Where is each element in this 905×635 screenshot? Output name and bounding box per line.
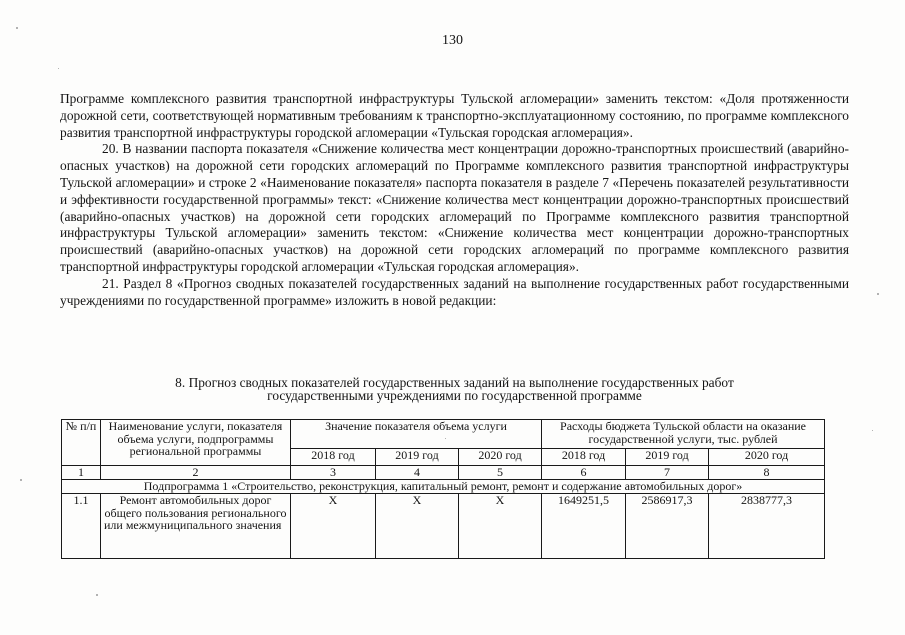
- header-year-volume-2018: 2018 год: [291, 449, 376, 466]
- column-number-8: 8: [709, 466, 825, 480]
- row-number: 1.1: [62, 494, 101, 559]
- paragraph-continuation: Программе комплексного развития транспортной инфраструктуры Тульской агломерации» заменить текстом: «Доля протяженности дорожной сети, соответствующей нормативным требованиям к транспортно-эксплуатационному состоянию, по программе комплексного развития транспортной инфраструктуры городской агломерации «Тульская городская агломерация».: [60, 91, 849, 140]
- column-number-7: 7: [626, 466, 709, 480]
- column-number-4: 4: [376, 466, 459, 480]
- paragraph-item-21: 21. Раздел 8 «Прогноз сводных показателей государственных заданий на выполнение государственных работ государственными учреждениями по государственной программе» изложить в новой редакции:: [60, 275, 849, 308]
- section-title-line-1: 8. Прогноз сводных показателей государственных заданий на выполнение государственных работ: [175, 375, 734, 390]
- header-year-budget-2020: 2020 год: [709, 449, 825, 466]
- section-title-line-2: государственными учреждениями по государственной программе: [267, 388, 642, 403]
- scan-speck: [445, 438, 446, 439]
- header-year-volume-2020: 2020 год: [459, 449, 542, 466]
- scan-speck: [58, 68, 59, 69]
- header-col-no: № п/п: [62, 420, 101, 466]
- header-group-budget: Расходы бюджета Тульской области на оказание государственной услуги, тыс. рублей: [542, 420, 825, 449]
- column-number-1: 1: [62, 466, 101, 480]
- row-service-name: Ремонт автомобильных дорог общего пользования регионального или межмуниципального значения: [101, 494, 291, 559]
- scan-speck: [877, 293, 879, 295]
- header-group-volume: Значение показателя объема услуги: [291, 420, 542, 449]
- column-number-2: 2: [101, 466, 291, 480]
- row-volume-2019: Х: [376, 494, 459, 559]
- row-budget-2018: 1649251,5: [542, 494, 626, 559]
- scan-speck: [16, 27, 18, 29]
- column-number-6: 6: [542, 466, 626, 480]
- row-volume-2018: Х: [291, 494, 376, 559]
- column-number-3: 3: [291, 466, 376, 480]
- body-text: [60, 91, 849, 309]
- scan-speck: [96, 594, 98, 596]
- header-year-budget-2018: 2018 год: [542, 449, 626, 466]
- paragraph-item-20: 20. В названии паспорта показателя «Снижение количества мест концентрации дорожно-транспортных происшествий (аварийно-опасных участков) на дорожной сети городских агломераций по Программе комплексного развития транспортной инфраструктуры Тульской агломерации» и строке 2 «Наименование показателя» паспорта показателя в разделе 7 «Перечень показателей результативности и эффективности государственной программы» текст: «Снижение количества мест концентрации дорожно-транспортных происшествий (аварийно-опасных участков) на дорожной сети городских агломераций по Программе комплексного развития транспортной инфраструктуры Тульской агломерации» заменить текстом: «Снижение количества мест концентрации дорожно-транспортных происшествий (аварийно-опасных участков) на дорожной сети городских агломераций по программе комплексного развития транспортной инфраструктуры городской агломерации «Тульская городская агломерация».: [60, 141, 849, 274]
- scan-speck: [872, 430, 873, 431]
- row-budget-2019: 2586917,3: [626, 494, 709, 559]
- scan-speck: [20, 479, 22, 481]
- column-number-5: 5: [459, 466, 542, 480]
- header-col-name: Наименование услуги, показателя объема услуги, подпрограммы региональной программы: [101, 420, 291, 466]
- section-title: [60, 376, 849, 402]
- page-number: 130: [442, 33, 463, 48]
- subprogram-row: Подпрограмма 1 «Строительство, реконструкция, капитальный ремонт, ремонт и содержание автомобильных дорог»: [62, 480, 825, 494]
- row-budget-2020: 2838777,3: [709, 494, 825, 559]
- header-year-budget-2019: 2019 год: [626, 449, 709, 466]
- forecast-table: [61, 419, 825, 559]
- row-volume-2020: Х: [459, 494, 542, 559]
- header-year-volume-2019: 2019 год: [376, 449, 459, 466]
- table-row: [62, 494, 825, 559]
